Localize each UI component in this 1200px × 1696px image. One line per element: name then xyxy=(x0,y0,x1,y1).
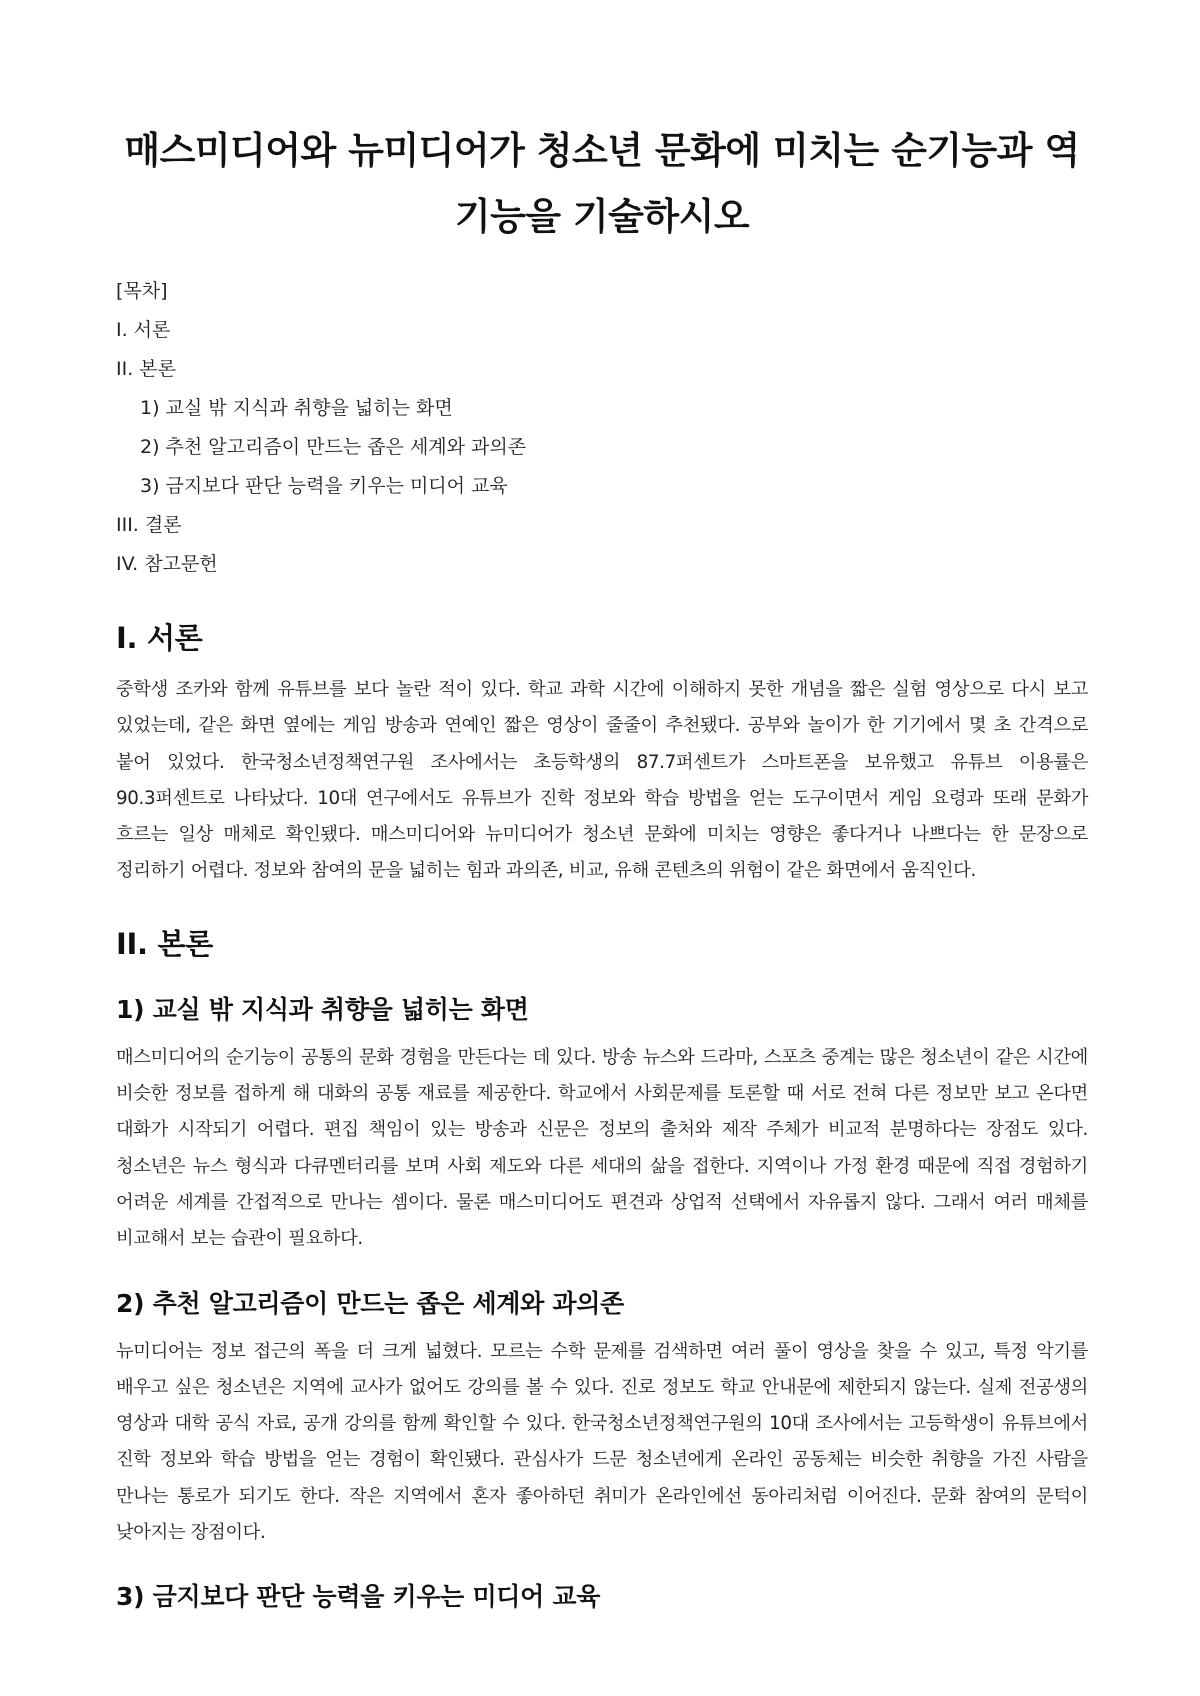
document-title: 매스미디어와 뉴미디어가 청소년 문화에 미치는 순기능과 역기능을 기술하시오 xyxy=(124,129,1080,238)
toc-item-body-1: 1) 교실 밖 지식과 취향을 넓히는 화면 xyxy=(140,397,453,419)
subsection-heading-1: 1) 교실 밖 지식과 취향을 넓히는 화면 xyxy=(116,994,529,1024)
subsection-paragraph-2: 뉴미디어는 정보 접근의 폭을 더 크게 넓혔다. 모르는 수학 문제를 검색하면 여러 풀이 영상을 찾을 수 있고, 특정 악기를 배우고 싶은 청소년은 지역에 교사가 없어도 강의를 볼 수 있다. 진로 정보도 학교 안내문에 제한되지 않는다. 실제 전공생의 영상과 대학 공식 자료, 공개 강의를 함께 확인할 수 있다. 한국청소년정책연구원의 10대 조사에서는 고등학생이 유튜브에서 진학 정보와 학습 방법을 얻는 경험이 확인됐다. 관심사가 드문 청소년에게 온라인 공동체는 비슷한 취향을 가진 사람을 만나는 통로가 되기도 한다. 작은 지역에서 혼자 좋아하던 취미가 온라인에선 동아리처럼 이어진다. 문화 참여의 문턱이 낮아지는 장점이다. xyxy=(116,1340,1088,1544)
toc-item-references: IV. 참고문헌 xyxy=(116,553,218,575)
toc-item-body: II. 본론 xyxy=(116,358,176,380)
subsection-paragraph-1: 매스미디어의 순기능이 공통의 문화 경험을 만든다는 데 있다. 방송 뉴스와 드라마, 스포츠 중계는 많은 청소년이 같은 시간에 비슷한 정보를 접하게 해 대화의 공통 재료를 제공한다. 학교에서 사회문제를 토론할 때 서로 전혀 다른 정보만 보고 온다면 대화가 시작되기 어렵다. 편집 책임이 있는 방송과 신문은 정보의 출처와 제작 주체가 비교적 분명하다는 장점도 있다. 청소년은 뉴스 형식과 다큐멘터리를 보며 사회 제도와 다른 세대의 삶을 접한다. 지역이나 가정 환경 때문에 직접 경험하기 어려운 세계를 간접적으로 만나는 셈이다. 물론 매스미디어도 편견과 상업적 선택에서 자유롭지 않다. 그래서 여러 매체를 비교해서 보는 습관이 필요하다. xyxy=(116,1046,1088,1250)
subsection-heading-3: 3) 금지보다 판단 능력을 키우는 미디어 교육 xyxy=(116,1582,601,1612)
toc-item-body-2: 2) 추천 알고리즘이 만드는 좁은 세계와 과의존 xyxy=(140,436,527,458)
toc-item-intro: I. 서론 xyxy=(116,319,171,341)
toc-item-conclusion: III. 결론 xyxy=(116,514,182,536)
section-heading-body: II. 본론 xyxy=(116,926,213,961)
toc-heading: [목차] xyxy=(116,280,168,302)
intro-paragraph: 중학생 조카와 함께 유튜브를 보다 놀란 적이 있다. 학교 과학 시간에 이해하지 못한 개념을 짧은 실험 영상으로 다시 보고 있었는데, 같은 화면 옆에는 게임 방송과 연예인 짧은 영상이 줄줄이 추천됐다. 공부와 놀이가 한 기기에서 몇 초 간격으로 붙어 있었다. 한국청소년정책연구원 조사에서는 초등학생의 87.7퍼센트가 스마트폰을 보유했고 유튜브 이용률은 90.3퍼센트로 나타났다. 10대 연구에서도 유튜브가 진학 정보와 학습 방법을 얻는 도구이면서 게임 요령과 또래 문화가 흐르는 일상 매체로 확인됐다. 매스미디어와 뉴미디어가 청소년 문화에 미치는 영향은 좋다거나 나쁘다는 한 문장으로 정리하기 어렵다. 정보와 참여의 문을 넓히는 힘과 과의존, 비교, 유해 콘텐츠의 위험이 같은 화면에서 움직인다. xyxy=(116,679,1088,882)
table-of-contents xyxy=(116,272,1088,584)
toc-item-body-3: 3) 금지보다 판단 능력을 키우는 미디어 교육 xyxy=(140,475,508,497)
section-heading-intro: I. 서론 xyxy=(116,621,203,655)
subsection-heading-2: 2) 추천 알고리즘이 만드는 좁은 세계와 과의존 xyxy=(116,1288,624,1318)
